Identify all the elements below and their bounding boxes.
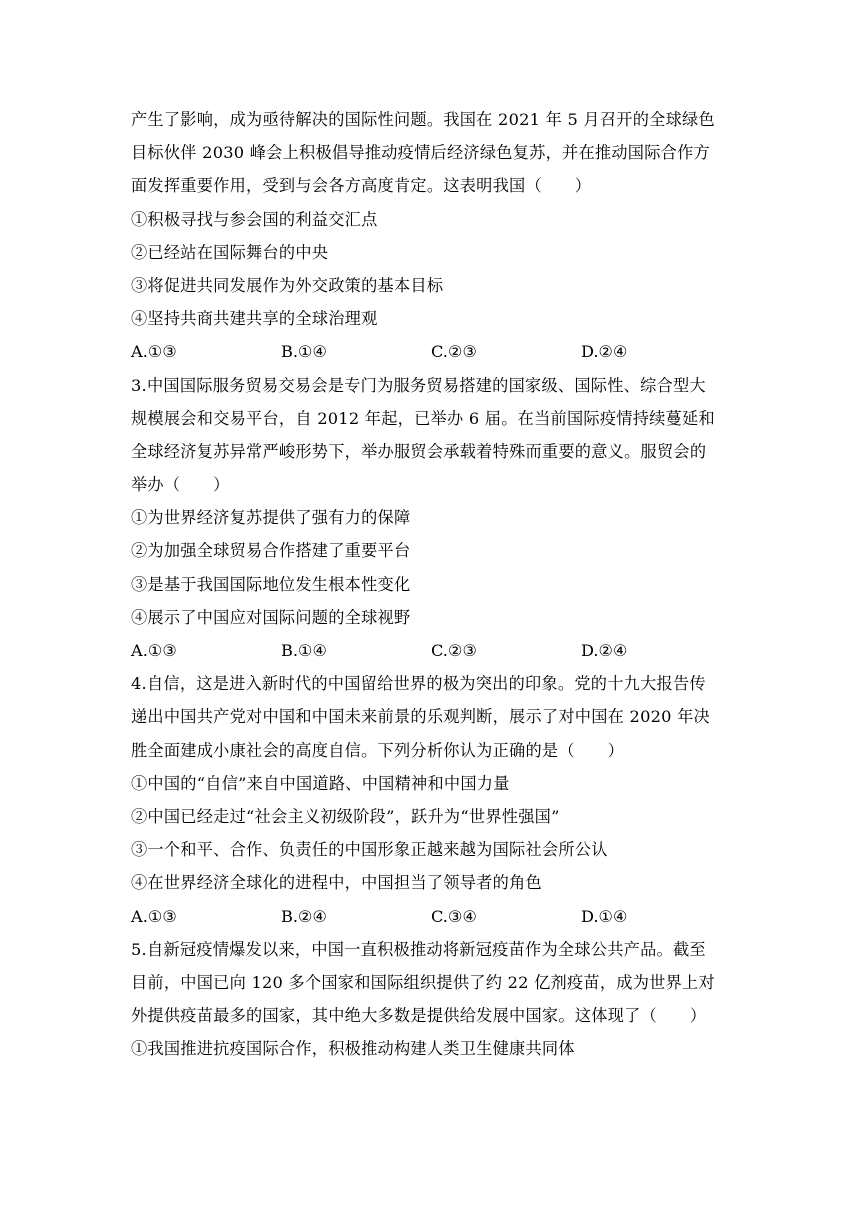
question-2-stem-line: 产生了影响，成为亟待解决的国际性问题。我国在 2021 年 5 月召开的全球绿色 [131, 110, 715, 129]
question-4-statement-1: ①中国的“自信”来自中国道路、中国精神和中国力量 [131, 773, 510, 793]
question-4-statement-4: ④在世界经济全球化的进程中，中国担当了领导者的角色 [131, 873, 542, 893]
question-4-option-b: B.②④ [281, 906, 328, 926]
question-3-statement-2: ②为加强全球贸易合作搭建了重要平台 [131, 541, 411, 561]
question-2-statement-4: ④坚持共商共建共享的全球治理观 [131, 309, 378, 329]
question-4 [131, 667, 731, 933]
question-3-option-a: A.①③ [131, 641, 177, 660]
question-2-option-d: D.②④ [581, 342, 628, 362]
question-3-statement-3: ③是基于我国国际地位发生根本性变化 [131, 574, 411, 594]
question-3-statement-1: ①为世界经济复苏提供了强有力的保障 [131, 508, 411, 528]
question-4-option-c: C.③④ [431, 906, 477, 926]
question-2-options [131, 335, 731, 368]
question-2-stem-line: 面发挥重要作用，受到与会各方高度肯定。这表明我国（ ） [131, 176, 592, 196]
question-2-option-c: C.②③ [431, 342, 477, 362]
question-4-stem-line: 胜全面建成小康社会的高度自信。下列分析你认为正确的是（ ） [131, 740, 625, 760]
question-4-statement-2: ②中国已经走过“社会主义初级阶段”，跃升为“世界性强国” [131, 806, 560, 826]
question-2-statement-3: ③将促进共同发展作为外交政策的基本目标 [131, 275, 444, 295]
question-3-stem-line: 规模展会和交易平台，自 2012 年起，已举办 6 届。在当前国际疫情持续蔓延和 [131, 408, 715, 428]
question-3-statement-4: ④展示了中国应对国际问题的全球视野 [131, 607, 411, 627]
question-5-stem-line: 目前，中国已向 120 多个国家和国际组织提供了约 22 亿剂疫苗，成为世界上对 [131, 972, 715, 992]
question-3-option-c: C.②③ [431, 641, 477, 660]
question-5-stem-line: 5.自新冠疫情爆发以来，中国一直积极推动将新冠疫苗作为全球公共产品。截至 [131, 939, 706, 959]
question-3-stem-line: 3.中国国际服务贸易交易会是专门为服务贸易搭建的国家级、国际性、综合型大 [131, 375, 706, 395]
question-4-statement-3: ③一个和平、合作、负责任的中国形象正越来越为国际社会所公认 [131, 840, 608, 860]
question-3-option-b: B.①④ [281, 641, 328, 660]
question-2-stem-line: 目标伙伴 2030 峰会上积极倡导推动疫情后经济绿色复苏，并在推动国际合作方 [131, 143, 710, 163]
question-3 [131, 369, 731, 668]
question-5-stem-line: 外提供疫苗最多的国家，其中绝大多数是提供给发展中国家。这体现了（ ） [131, 1006, 707, 1026]
question-3-options [131, 634, 731, 667]
question-2-option-b: B.①④ [281, 342, 328, 362]
question-3-option-d: D.②④ [581, 641, 628, 660]
document-page [131, 103, 731, 1065]
question-2-option-a: A.①③ [131, 342, 177, 362]
question-4-stem-line: 递出中国共产党对中国和中国未来前景的乐观判断，展示了对中国在 2020 年决 [131, 707, 710, 727]
question-4-stem-line: 4.自信，这是进入新时代的中国留给世界的极为突出的印象。党的十九大报告传 [131, 674, 706, 694]
question-2 [131, 103, 731, 369]
question-3-stem-line: 举办（ ） [131, 475, 230, 495]
question-4-option-a: A.①③ [131, 906, 177, 926]
question-4-option-d: D.①④ [581, 906, 628, 926]
question-5-statement-1: ①我国推进抗疫国际合作，积极推动构建人类卫生健康共同体 [131, 1039, 575, 1059]
question-2-statement-1: ①积极寻找与参会国的利益交汇点 [131, 209, 378, 229]
question-4-options [131, 900, 731, 933]
question-3-stem-line: 全球经济复苏异常严峻形势下，举办服贸会承载着特殊而重要的意义。服贸会的 [131, 441, 707, 461]
question-2-statement-2: ②已经站在国际舞台的中央 [131, 242, 329, 262]
question-5 [131, 933, 731, 1066]
